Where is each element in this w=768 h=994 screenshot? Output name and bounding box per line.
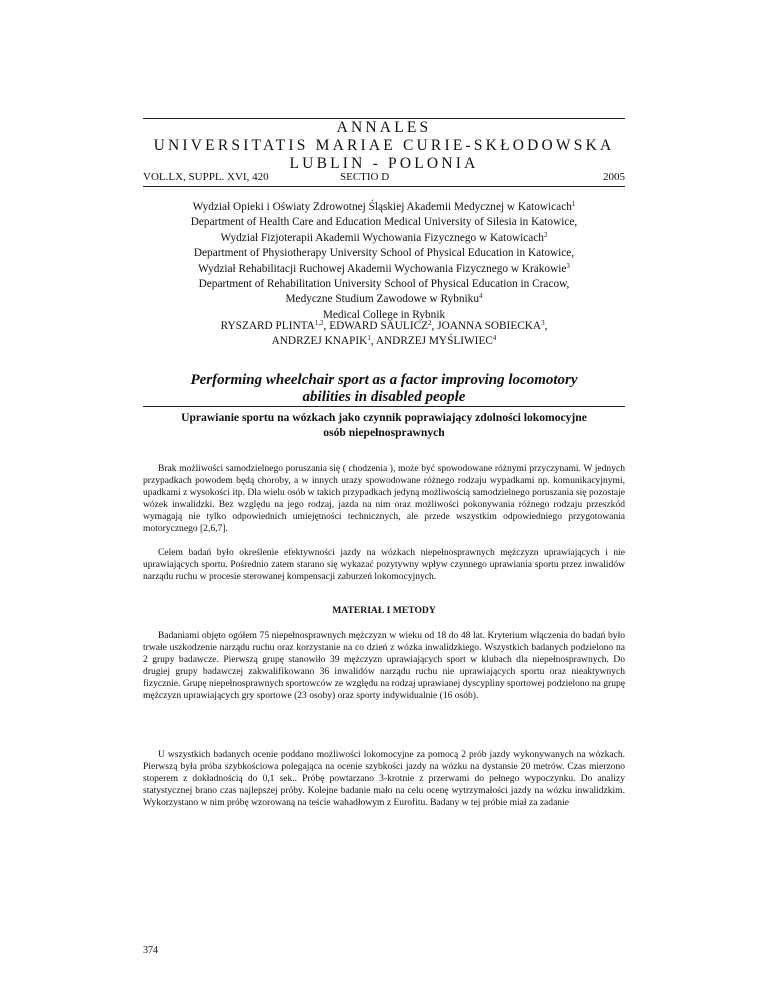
affiliation-line: Medical College in Rybnik xyxy=(322,308,446,321)
affiliations xyxy=(143,200,625,323)
author-line-1: RYSZARD PLINTA$^{1,2}$, EDWARD SAULICZ$^2$, JOANNA SOBIECKA$^3$, xyxy=(220,319,548,332)
header-rule xyxy=(143,186,625,187)
author-list xyxy=(143,319,625,350)
affiliation-line: Wydział Fizjoterapii Akademii Wychowania Fizycznego w Katowicach$^2$ xyxy=(220,230,548,244)
affiliation-line: Department of Health Care and Education Medical University of Silesia in Katowice, xyxy=(190,216,578,229)
methods-paragraph-2: U wszystkich badanych ocenie poddano możliwości lokomocyjne za pomocą 2 prób jazdy wykonywanych na wózkach. Pierwszą była próba szybkościowa polegająca na ocenie szybkości jazdy na wózku na dystansie 20 metrów. Czas mierzono stoperem z dokładnością do 0,1 sek.. Próbę powtarzano 3-krotnie z przerwami do pełnego wypoczynku. Do analizy statystycznej brano czas najlepszej próby. Kolejne badanie mało na celu ocenę wytrzymałości jazdy na wózku inwalidzkim. Wykorzystano w nim próbę wzorowaną na teście wahadłowym z Eurofitu. Badany w tej próbie miał za zadanie xyxy=(143,749,625,808)
section-label: SECTIO D xyxy=(340,171,390,183)
article-title-english: Performing wheelchair sport as a factor improving locomotory abilities in disabled people xyxy=(190,372,578,405)
year-label: 2005 xyxy=(603,171,625,183)
methods-paragraph-1: Badaniami objęto ogółem 75 niepełnosprawnych mężczyzn w wieku od 18 do 48 lat. Kryterium włączenia do badań było trwałe uszkodzenie narządu ruchu oraz korzystanie na co dzień z wózka inwalidzkiego. Wszystkich badanych podzielono na 2 grupy badawcze. Pierwszą grupę stanowiło 39 mężczyzn uprawiających sport w klubach dla niepełnosprawnych. Do drugiej grupy badawczej zakwalifikowano 36 inwalidów narządu ruchu nie uprawiających sportu oraz nieaktywnych fizycznie. Grupę niepełnosprawnych sportowców ze względu na rodzaj uprawianej dyscypliny sportowej podzielono na grupę mężczyzn uprawiających gry sportowe (23 osoby) oraz sporty indywidualnie (16 osób). xyxy=(143,630,625,701)
affiliation-line: Department of Physiotherapy University School of Physical Education in Katowice, xyxy=(193,247,575,260)
affiliation-line: Medyczne Studium Zawodowe w Rybniku$^4$ xyxy=(285,292,483,306)
affiliation-line: Wydział Opieki i Oświaty Zdrowotnej Śląskiej Akademii Medycznej w Katowicach$^1$ xyxy=(192,200,576,213)
section-heading-methods: MATERIAŁ I METODY xyxy=(332,605,436,616)
article-title-polish: Uprawianie sportu na wózkach jako czynnik poprawiający zdolności lokomocyjne osób niepełnosprawnych xyxy=(181,411,587,440)
journal-title-line3: LUBLIN - POLONIA xyxy=(289,155,479,172)
volume-label: VOL.LX, SUPPL. XVI, 420 xyxy=(143,171,269,183)
author-line-2: ANDRZEJ KNAPIK$^1$, ANDRZEJ MYŚLIWIEC$^4$ xyxy=(271,334,497,348)
intro-paragraph-1: Brak możliwości samodzielnego poruszania się ( chodzenia ), może być spowodowane różnymi przyczynami. W jednych przypadkach powodem będą choroby, a w innych urazy spowodowane różnego rodzaju wypadkami np. komunikacyjnymi, upadkami z wysokości itp. Dla wielu osób w takich przypadkach jedyną możliwością samodzielnego poruszania się pozostaje wózek inwalidzki. Bez względu na jego rodzaj, jazda na nim oraz możliwości pokonywania różnego rodzaju przeszkód wymagają nie tylko odpowiednich umiejętności technicznych, ale przede wszystkim odpowiedniego przygotowania motorycznego [2,6,7]. xyxy=(143,463,625,534)
page-number: 374 xyxy=(143,945,158,956)
title-rule xyxy=(143,406,625,407)
affiliation-line: Department of Rehabilitation University School of Physical Education in Cracow, xyxy=(198,278,570,291)
affiliation-line: Wydział Rehabilitacji Ruchowej Akademii Wychowania Fizycznego w Krakowie$^3$ xyxy=(198,261,570,275)
journal-title-line1: ANNALES xyxy=(336,119,432,136)
journal-title-line2: UNIVERSITATIS MARIAE CURIE-SKŁODOWSKA xyxy=(153,137,615,154)
volume-row xyxy=(143,171,625,185)
intro-paragraph-2: Celem badań było określenie efektywności jazdy na wózkach niepełnosprawnych mężczyzn uprawiających i nie uprawiających sportu. Pośrednio zatem starano się wykazać pozytywny wpływ czynnego uprawiania sportu przez inwalidów narządu ruchu w procesie sterowanej kompensacji zaburzeń lokomocyjnych. xyxy=(143,547,625,582)
